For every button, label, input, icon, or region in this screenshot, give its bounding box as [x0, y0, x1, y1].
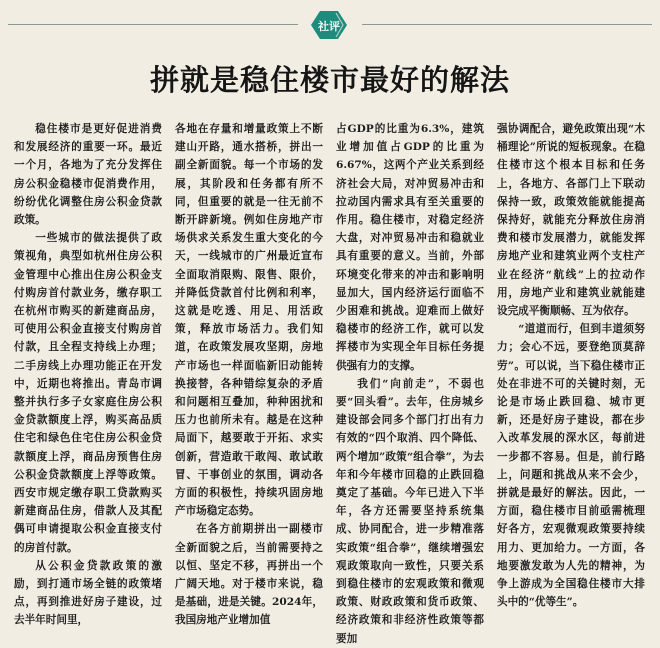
paragraph: 从公积金贷款政策的激励，到打通市场全链的政策堵点，再到推进好房子建设，过去半年时间里， [14, 559, 162, 627]
paragraph: 占GDP的比重为6.3%，建筑业增加值占GDP的比重为6.67%，这两个产业关系到经济社会大局，对冲贸易冲击和拉动国内需求具有至关重要的作用。稳住楼市，对稳定经济大盘，对冲贸易冲击和稳就业具有重要的意义。当前，外部环境变化带来的冲击和影响明显加大，国内经济运行面临不少困难和挑战。迎难而上做好稳楼市的经济工作，就可以发挥楼市为实现全年目标任务提供强有力的支撑。 [336, 123, 484, 372]
paragraph: 稳住楼市是更好促进消费和发展经济的重要一环。最近一个月，各地为了充分发挥住房公积金稳楼市促消费作用，纷纷优化调整住房公积金贷款政策。 [14, 123, 162, 227]
paragraph: 在各方前期拼出一副楼市全新面貌之后，当前需要持之以恒、坚定不移，再拼出一个广阔天地。对于楼市来说，稳是基础，进是关键。2024年，我国房地产业增加值 [175, 523, 323, 627]
header-rule-right [362, 24, 652, 25]
article-column-2 [175, 120, 323, 627]
article-headline: 拼就是稳住楼市最好的解法 [149, 63, 510, 97]
header-rule-left [8, 24, 298, 25]
section-badge [309, 9, 349, 41]
article-column-3 [336, 120, 484, 645]
section-label: 社评 [318, 20, 340, 33]
article-column-4 [497, 120, 645, 609]
article-column-1 [14, 120, 162, 627]
paragraph: 强协调配合，避免政策出现“木桶理论”所说的短板现象。在稳住楼市这个根本目标和任务上，各地方、各部门上下联动保持一致，政策效能就能提高保持好，就能充分释放住房消费和楼市发展潜力，就能发挥房地产业和建筑业两个支柱产业在经济“航线”上的拉动作用，房地产业和建筑业就能建设完成平衡顺畅、互为依存。 [497, 123, 645, 318]
paragraph: 我们“向前走”，不弱也要“回头看”。去年，住房城乡建设部会同多个部门打出有力有效的“四个取消、四个降低、两个增加”政策“组合拳”，为去年和今年楼市回稳的止跌回稳奠定了基础。今年已进入下半年，各方还需要坚持系统集成、协同配合，进一步精准落实政策“组合拳”，继续增强宏观政策取向一致性，只要关系到稳住楼市的宏观政策和微观政策、财政政策和货币政策、经济政策和非经济性政策等都要加 [336, 377, 484, 645]
paragraph: 各地在存量和增量政策上不断建山开路，通水搭桥，拼出一副全新面貌。每一个市场的发展，其阶段和任务都有所不同，但重要的就是一往无前不断开辟新境。例如住房地产市场供求关系发生重大变化的今天，一线城市的广州最近宣布全面取消限购、限售、限价，并降低贷款首付比例和利率，这就是吃透、用足、用活政策，释放市场活力。我们知道，在政策发展攻坚期，房地产市场也一样面临新旧动能转换接替，各种错综复杂的矛盾和问题相互叠加，种种困扰和压力也前所未有。越是在这种局面下，越要敢于开拓、求实创新，营造敢干敢闯、敢试敢冒、干事创业的氛围，调动各方面的积极性，持续巩固房地产市场稳定态势。 [175, 123, 323, 518]
paragraph: “道道而行，但到丰道须努力；会心不远，要登绝顶莫辞劳”。可以说，当下稳住楼市正处在非进不可的关键时刻，无论是市场止跌回稳、城市更新，还是好房子建设，都在步入改革发展的深水区，每前进一步都不容易。但是，前行路上，问题和挑战从来不会少，拼就是最好的解法。因此，一方面，稳住楼市目前亟需梳理好各方，宏观微观政策要持续用力、更加给力。一方面，各地要激发敢为人先的精神，为争上游成为全国稳住楼市大排头中的“优等生”。 [497, 323, 645, 609]
paragraph: 一些城市的做法提供了政策视角，典型如杭州住房公积金管理中心推出住房公积金支付购房首付款业务，缴存职工在杭州市购买的新建商品房，可使用公积金直接支付购房首付款，且全程支持线上办理；二手房线上办理功能正在开发中，近期也将推出。青岛市调整并执行多子女家庭住房公积金贷款额度上浮，购买高品质住宅和绿色住宅住房公积金贷款额度上浮，商品房预售住房公积金贷款额度上浮等政策。西安市规定缴存职工贷款购买新建商品住房，借款人及其配偶可申请提取公积金直接支付的房首付款。 [14, 232, 162, 554]
